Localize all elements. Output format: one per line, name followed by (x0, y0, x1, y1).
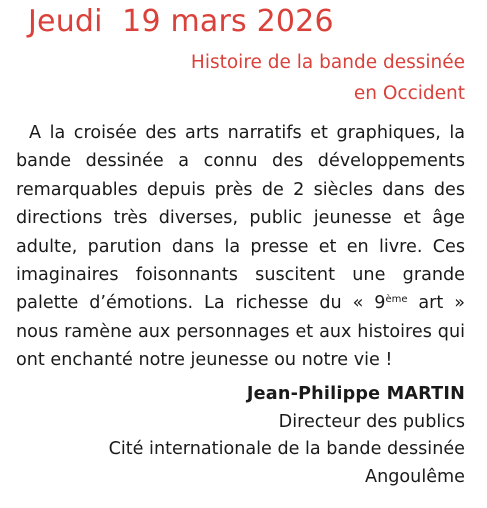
event-date: Jeudi 19 mars 2026 (28, 4, 334, 39)
description-text-part-2: art » nous ramène aux personnages et aux histoires qui ont enchanté notre jeunesse ou notre vie ! (16, 293, 465, 371)
event-title-line-2: en Occident (353, 83, 465, 104)
event-title-line-1: Histoire de la bande dessinée (190, 52, 465, 73)
signatory-city: Angoulême (365, 466, 465, 487)
event-title (191, 47, 465, 109)
description-paragraph (16, 119, 465, 375)
signatory-organization: Cité internationale de la bande dessinée (108, 439, 465, 459)
signatory-name: Jean-Philippe MARTIN (246, 384, 465, 404)
description-text-part-1: A la croisée des arts narratifs et graphiques, la bande dessinée a connu des développements remarquables depuis près de 2 siècles dans des directions très diverses, public jeunesse et âge adulte, parution dans la presse et en livre. Ces imaginaires foisonnants suscitent une grande palette d’émotions. La richesse du « 9 (16, 123, 465, 314)
signature-block (109, 381, 465, 491)
ordinal-superscript: ème (385, 294, 408, 306)
signatory-role: Directeur des publics (278, 411, 465, 432)
